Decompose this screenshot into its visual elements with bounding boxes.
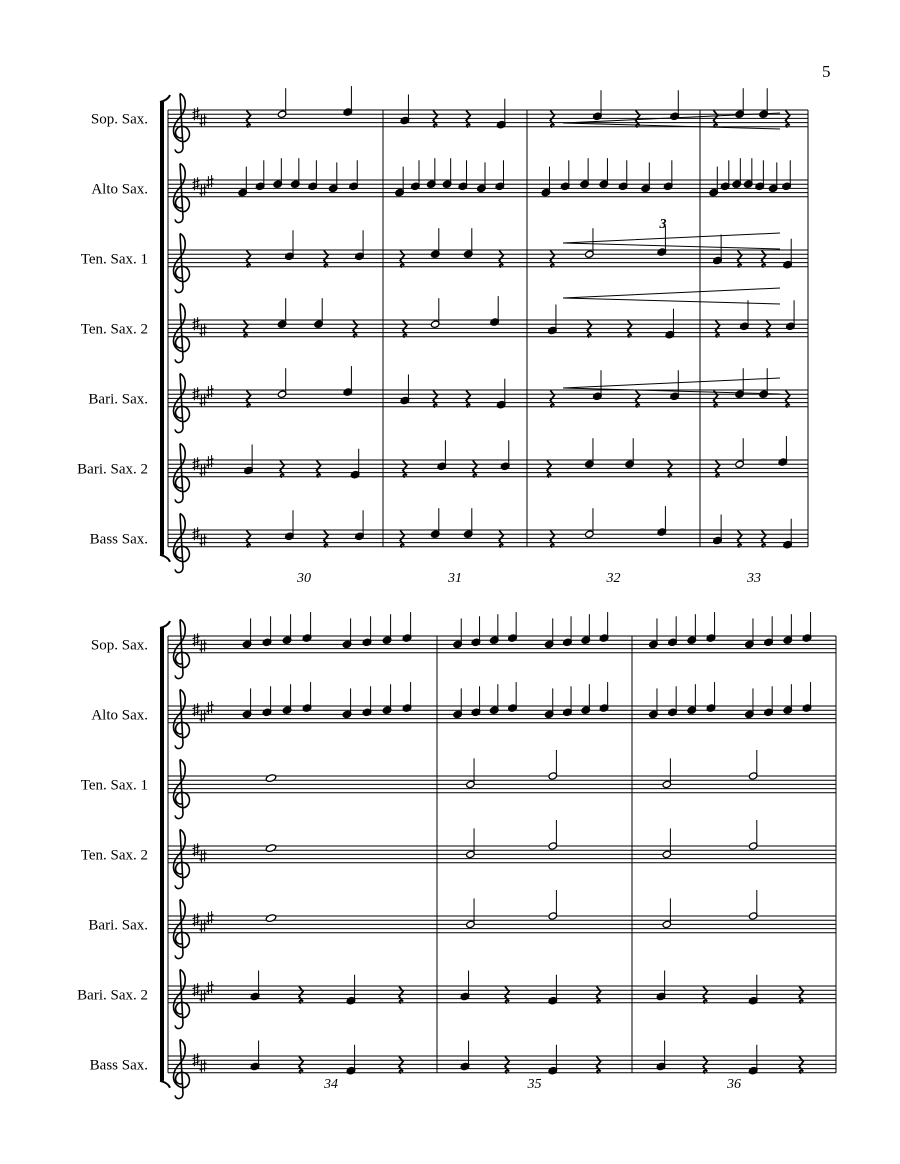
key-sharp xyxy=(200,464,207,477)
bracket-top-hook xyxy=(160,95,170,102)
key-sharp xyxy=(207,701,214,714)
staff-4 xyxy=(81,820,836,889)
staff-7 xyxy=(90,1039,836,1098)
staff-3 xyxy=(81,226,808,293)
crescendo-hairpin xyxy=(563,378,780,394)
tuplet-number: 3 xyxy=(659,217,667,232)
key-sharp xyxy=(207,385,214,398)
key-sharp xyxy=(200,394,207,407)
part-label: Sop. Sax. xyxy=(90,637,148,654)
key-sharp xyxy=(200,534,207,547)
part-label: Bari. Sax. xyxy=(88,917,148,934)
part-label: Ten. Sax. 1 xyxy=(80,777,148,794)
part-label: Bass Sax. xyxy=(89,1057,148,1074)
key-sharp xyxy=(200,324,207,337)
bracket-bottom-hook xyxy=(160,1081,170,1088)
key-sharp xyxy=(200,990,207,1003)
key-sharp xyxy=(207,455,214,468)
bracket-top-hook xyxy=(160,621,170,628)
part-label: Bari. Sax. 2 xyxy=(77,987,148,1004)
crescendo-hairpin xyxy=(563,233,780,249)
key-sharp xyxy=(200,114,207,127)
note-head xyxy=(265,914,276,923)
key-sharp xyxy=(207,175,214,188)
key-sharp xyxy=(207,981,214,994)
note-head xyxy=(265,774,276,783)
staff-1 xyxy=(91,612,836,679)
page-number: 5 xyxy=(822,62,831,81)
staff-2 xyxy=(91,682,836,749)
part-label: Ten. Sax. 2 xyxy=(80,321,148,338)
part-label: Alto Sax. xyxy=(91,181,148,198)
measure-number: 36 xyxy=(727,1077,741,1092)
part-label: Ten. Sax. 2 xyxy=(80,847,148,864)
key-sharp xyxy=(200,184,207,197)
part-label: Bari. Sax. 2 xyxy=(77,461,148,478)
staff-3 xyxy=(81,750,836,819)
system-2 xyxy=(77,612,836,1099)
part-label: Bass Sax. xyxy=(89,531,148,548)
crescendo-hairpin xyxy=(563,288,780,304)
measure-number: 32 xyxy=(606,571,621,586)
measure-number: 33 xyxy=(747,571,761,586)
measure-number: 30 xyxy=(297,571,311,586)
part-label: Ten. Sax. 1 xyxy=(80,251,148,268)
part-label: Bari. Sax. xyxy=(88,391,148,408)
staff-5 xyxy=(88,890,836,959)
part-label: Alto Sax. xyxy=(91,707,148,724)
measure-number: 35 xyxy=(527,1077,542,1092)
part-label: Sop. Sax. xyxy=(90,111,148,128)
staff-6 xyxy=(77,436,808,503)
key-sharp xyxy=(200,710,207,723)
key-sharp xyxy=(200,920,207,933)
bracket-bottom-hook xyxy=(160,555,170,562)
measure-number: 31 xyxy=(448,571,462,586)
measure-number: 34 xyxy=(324,1077,338,1092)
note-head xyxy=(265,844,276,853)
key-sharp xyxy=(200,850,207,863)
key-sharp xyxy=(207,911,214,924)
system-1 xyxy=(77,86,808,586)
key-sharp xyxy=(200,1060,207,1073)
staff-6 xyxy=(77,969,836,1028)
staff-4 xyxy=(81,296,808,363)
key-sharp xyxy=(200,640,207,653)
